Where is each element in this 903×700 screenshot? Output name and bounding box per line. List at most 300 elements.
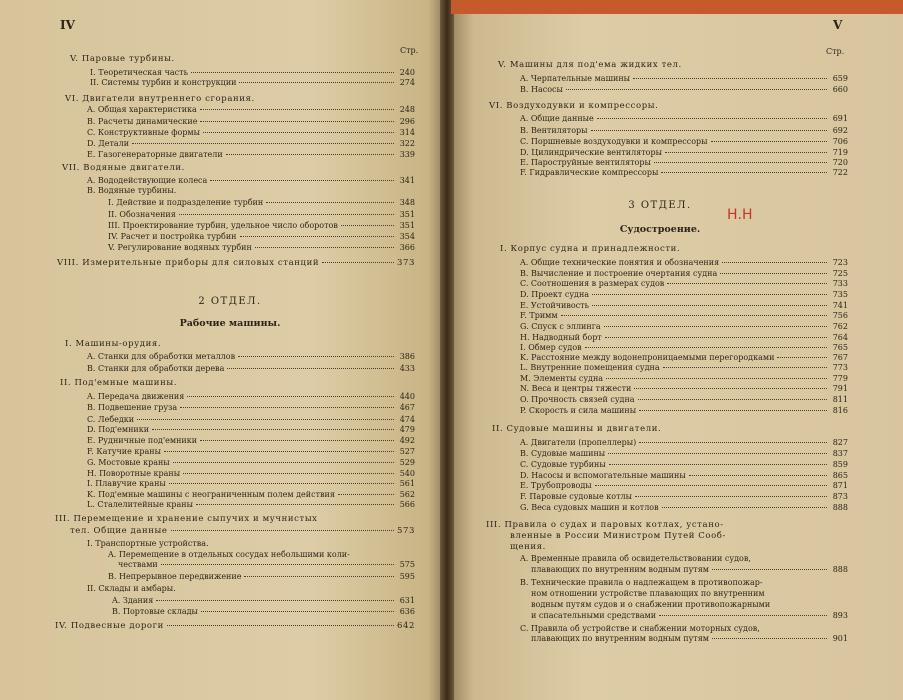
section-title: Рабочие машины.	[179, 318, 281, 329]
dot-leader	[200, 109, 394, 110]
dot-leader	[322, 262, 394, 263]
toc-entry-page: 706	[832, 137, 848, 146]
toc-entry-title: L. Внутренние помещения судна	[520, 363, 660, 372]
toc-entry	[65, 339, 161, 349]
toc-entry	[118, 560, 415, 570]
toc-entry	[90, 78, 415, 88]
dot-leader	[689, 475, 827, 476]
dot-leader	[156, 600, 394, 601]
toc-entry-page: 562	[399, 490, 415, 499]
toc-entry-title: I. Обмер судов	[520, 343, 582, 352]
page-number-left: IV	[60, 18, 75, 32]
toc-entry-title: A. Передача движения	[87, 392, 185, 401]
toc-entry	[520, 269, 848, 279]
toc-entry	[520, 343, 848, 353]
toc-entry-page: 722	[832, 168, 848, 177]
section-heading: 2 ОТДЕЛ.	[198, 296, 262, 307]
toc-entry-title: E. Пароструйные вентиляторы	[520, 158, 651, 167]
toc-entry-page: 659	[832, 74, 848, 83]
dot-leader	[720, 273, 827, 274]
dot-leader	[238, 356, 394, 357]
section-title: Судостроение.	[619, 224, 701, 235]
toc-entry-page: 631	[399, 596, 415, 605]
dot-leader	[663, 367, 827, 368]
toc-entry-page: 837	[832, 449, 848, 458]
toc-entry-page: 735	[832, 290, 848, 299]
toc-entry-title: H. Поворотные краны	[87, 469, 181, 478]
dot-leader	[597, 118, 827, 119]
toc-entry-title: II. Системы турбин и конструкции	[90, 78, 237, 87]
toc-entry	[87, 458, 415, 468]
toc-entry-title: III. Проектирование турбин, удельное число оборотов	[108, 221, 338, 230]
toc-entry-page: 573	[396, 526, 415, 536]
toc-entry	[510, 531, 726, 541]
dot-leader	[609, 464, 827, 465]
toc-entry-page: 733	[832, 279, 848, 288]
toc-entry-title: II. Склады и амбары.	[87, 584, 176, 593]
dot-leader	[227, 368, 394, 369]
dot-leader	[239, 82, 394, 83]
toc-entry-page: 893	[832, 611, 848, 620]
toc-entry-page: 642	[396, 621, 415, 631]
dot-leader	[566, 89, 827, 90]
toc-entry	[520, 353, 848, 363]
dot-leader	[167, 625, 394, 626]
toc-entry-page: 348	[399, 198, 415, 207]
toc-entry-title: VII. Водяные двигатели.	[62, 163, 185, 173]
dot-leader	[196, 504, 394, 505]
toc-entry	[531, 611, 848, 621]
dot-leader	[152, 429, 394, 430]
toc-entry-title: C. Правила об устройстве и снабжении моторных судов,	[520, 624, 760, 633]
toc-entry-title: I. Машины-орудия.	[65, 339, 162, 349]
toc-entry-title: B. Насосы	[520, 85, 563, 94]
dot-leader	[561, 315, 827, 316]
toc-entry-page: 779	[832, 374, 848, 383]
toc-entry	[520, 460, 848, 470]
dot-leader	[341, 225, 394, 226]
dot-leader	[712, 638, 827, 639]
toc-entry	[520, 406, 848, 416]
dot-leader	[591, 130, 827, 131]
section-heading: 3 ОТДЕЛ.	[628, 200, 692, 211]
toc-entry	[108, 198, 415, 208]
toc-entry-page: 871	[832, 481, 848, 490]
toc-entry-title: I. Действие и подразделение турбин	[108, 198, 264, 207]
toc-entry	[520, 290, 848, 300]
toc-entry-title: G. Веса судовых машин и котлов	[520, 503, 659, 512]
toc-entry-page: 492	[399, 436, 415, 445]
toc-entry-page: 691	[832, 114, 848, 123]
toc-entry-title: V. Регулирование водяных турбин	[108, 243, 252, 252]
toc-entry-page: 354	[399, 232, 415, 241]
toc-entry	[520, 311, 848, 321]
toc-entry	[87, 150, 415, 160]
toc-entry-title: D. Детали	[87, 139, 130, 148]
toc-entry	[520, 114, 848, 124]
dot-leader	[665, 152, 827, 153]
dot-leader	[634, 388, 827, 389]
toc-entry	[87, 128, 415, 138]
toc-entry-page: 366	[399, 243, 415, 252]
toc-entry	[492, 424, 661, 434]
dot-leader	[132, 143, 394, 144]
dot-leader	[635, 496, 827, 497]
toc-entry-page: 888	[832, 503, 848, 512]
toc-entry	[87, 403, 415, 413]
toc-entry-title: VI. Двигатели внутреннего сгорания.	[65, 94, 255, 104]
toc-entry-title: B. Расчеты динамические	[87, 117, 198, 126]
toc-entry-page: 692	[832, 126, 848, 135]
toc-entry	[87, 105, 415, 115]
toc-entry	[87, 539, 209, 549]
dot-leader	[633, 78, 827, 79]
toc-entry	[87, 436, 415, 446]
toc-entry-title: F. Тримм	[520, 311, 558, 320]
toc-entry	[55, 621, 415, 631]
toc-entry-title: тел. Общие данные	[70, 526, 168, 536]
toc-entry	[520, 471, 848, 481]
toc-entry-page: 386	[399, 352, 415, 361]
toc-entry-title: B. Вентиляторы	[520, 126, 588, 135]
dot-leader	[161, 564, 394, 565]
toc-entry-title: B. Портовые склады	[112, 607, 198, 616]
toc-entry-title: E. Трубопроводы	[520, 481, 592, 490]
toc-entry	[112, 607, 415, 617]
toc-entry-title: A. Общая характеристика	[87, 105, 197, 114]
toc-entry-page: 373	[396, 258, 415, 268]
toc-entry-title: F. Гидравлические компрессоры	[520, 168, 659, 177]
page-column-label: Стр.	[826, 47, 845, 56]
dot-leader	[179, 214, 394, 215]
dot-leader	[169, 483, 394, 484]
toc-entry-page: 765	[832, 343, 848, 352]
toc-entry-title: F. Катучие краны	[87, 447, 161, 456]
toc-entry-page: 467	[399, 403, 415, 412]
toc-entry-page: 339	[399, 150, 415, 159]
toc-entry	[87, 176, 415, 186]
toc-entry	[531, 589, 765, 599]
toc-entry-page: 240	[399, 68, 415, 77]
toc-entry-title: B. Технические правила о надлежащем в противопожар-	[520, 578, 763, 587]
dot-leader	[659, 615, 827, 616]
toc-entry	[87, 364, 415, 374]
toc-entry-title: O. Прочность связей судна	[520, 395, 635, 404]
toc-entry	[70, 54, 175, 64]
toc-entry-page: 636	[399, 607, 415, 616]
toc-entry-title: A. Двигатели (пропеллеры)	[520, 438, 637, 447]
toc-entry	[57, 258, 415, 268]
toc-entry	[531, 600, 770, 610]
dot-leader	[722, 262, 827, 263]
toc-entry-title: A. Общие технические понятия и обозначения	[520, 258, 720, 267]
toc-entry	[108, 243, 415, 253]
toc-entry-page: 479	[399, 425, 415, 434]
page-column-label: Стр.	[400, 46, 419, 55]
toc-entry-title: и спасательными средствами	[531, 611, 657, 620]
toc-entry	[520, 137, 848, 147]
dot-leader	[638, 399, 827, 400]
toc-entry	[520, 74, 848, 84]
toc-entry-page: 865	[832, 471, 848, 480]
toc-entry-page: 296	[399, 117, 415, 126]
dot-leader	[711, 141, 827, 142]
dot-leader	[187, 396, 394, 397]
toc-entry-title: ном отношении устройстве плавающих по внутренним	[531, 589, 765, 598]
dot-leader	[171, 530, 394, 531]
toc-entry	[520, 363, 848, 373]
toc-entry-page: 773	[832, 363, 848, 372]
toc-entry-title: C. Соотношения в размерах судов	[520, 279, 665, 288]
handwritten-annotation: Н.Н	[727, 207, 753, 223]
toc-entry-title: A. Станки для обработки металлов	[87, 352, 236, 361]
toc-entry	[520, 395, 848, 405]
toc-entry	[108, 550, 350, 560]
toc-entry-title: K. Под'емные машины с неограниченным полем действия	[87, 490, 335, 499]
dot-leader	[200, 440, 394, 441]
dot-leader	[200, 121, 394, 122]
toc-entry-title: M. Элементы судна	[520, 374, 604, 383]
dot-leader	[777, 357, 827, 358]
toc-entry-page: 575	[399, 560, 415, 569]
toc-entry-title: A. Черпательные машины	[520, 74, 631, 83]
dot-leader	[266, 202, 394, 203]
toc-entry-title: B. Водяные турбины.	[87, 186, 177, 195]
toc-entry-title: V. Паровые турбины.	[70, 54, 175, 64]
dot-leader	[639, 442, 827, 443]
toc-entry	[520, 301, 848, 311]
dot-leader	[226, 154, 394, 155]
toc-entry	[70, 526, 415, 536]
toc-entry-page: 561	[399, 479, 415, 488]
toc-entry	[87, 447, 415, 457]
toc-entry-title: E. Газогенераторные двигатели	[87, 150, 223, 159]
dot-leader	[210, 180, 394, 181]
dot-leader	[595, 485, 827, 486]
toc-entry	[87, 500, 415, 510]
toc-entry-title: IV. Подвесные дороги	[55, 621, 164, 631]
toc-entry	[520, 554, 751, 564]
dot-leader	[137, 419, 394, 420]
toc-entry	[108, 572, 415, 582]
dot-leader	[606, 378, 827, 379]
toc-entry	[500, 244, 680, 254]
toc-entry-page: 767	[832, 353, 848, 362]
toc-entry-page: 816	[832, 406, 848, 415]
toc-entry-title: V. Машины для под'ема жидких тел.	[498, 60, 682, 70]
toc-entry	[62, 163, 185, 173]
toc-entry-page: 859	[832, 460, 848, 469]
page-edge	[451, 0, 903, 14]
toc-entry	[108, 221, 415, 231]
toc-entry-page: 723	[832, 258, 848, 267]
toc-entry-title: вленные в России Министром Путей Сооб-	[510, 531, 726, 541]
dot-leader	[338, 494, 394, 495]
toc-entry-title: E. Рудничные под'емники	[87, 436, 198, 445]
dot-leader	[585, 347, 827, 348]
toc-entry	[520, 492, 848, 502]
toc-entry	[87, 425, 415, 435]
toc-entry-title: B. Подвешение груза	[87, 403, 178, 412]
toc-entry	[486, 520, 724, 530]
dot-leader	[608, 453, 827, 454]
dot-leader	[712, 569, 827, 570]
dot-leader	[191, 72, 394, 73]
toc-entry	[489, 101, 658, 111]
toc-entry-title: II. Под'емные машины.	[60, 378, 178, 388]
toc-entry	[520, 158, 848, 168]
toc-entry	[65, 94, 255, 104]
toc-entry	[87, 139, 415, 149]
toc-entry-title: плавающих по внутренним водным путям	[531, 634, 709, 643]
dot-leader	[592, 305, 827, 306]
toc-entry-title: III. Правила о судах и паровых котлах, устано-	[486, 520, 724, 530]
toc-entry-page: 433	[399, 364, 415, 373]
dot-leader	[203, 132, 394, 133]
toc-entry-title: C. Лебедки	[87, 415, 135, 424]
toc-entry	[520, 322, 848, 332]
toc-entry-page: 527	[399, 447, 415, 456]
toc-entry-title: C. Конструктивные формы	[87, 128, 201, 137]
dot-leader	[605, 337, 827, 338]
toc-entry-page: 248	[399, 105, 415, 114]
toc-entry	[87, 490, 415, 500]
toc-entry	[520, 126, 848, 136]
toc-entry-title: I. Транспортные устройства.	[87, 539, 209, 548]
toc-entry-page: 440	[399, 392, 415, 401]
dot-leader	[240, 236, 395, 237]
toc-entry-title: L. Сталелитейные краны	[87, 500, 194, 509]
toc-entry	[520, 258, 848, 268]
toc-entry	[87, 117, 415, 127]
dot-leader	[183, 473, 394, 474]
toc-entry-title: G. Спуск с эллинга	[520, 322, 601, 331]
toc-entry	[108, 232, 415, 242]
dot-leader	[180, 407, 394, 408]
toc-entry	[112, 596, 415, 606]
toc-entry-page: 351	[399, 221, 415, 230]
toc-entry-title: A. Временные правила об освидетельствовании судов,	[520, 554, 751, 563]
toc-entry	[87, 392, 415, 402]
toc-entry	[520, 384, 848, 394]
toc-entry-page: 719	[832, 148, 848, 157]
toc-entry-page: 341	[399, 176, 415, 185]
dot-leader	[654, 162, 827, 163]
toc-entry-page: 901	[832, 634, 848, 643]
toc-entry-page: 314	[399, 128, 415, 137]
toc-entry-title: II. Судовые машины и двигатели.	[492, 424, 662, 434]
toc-entry	[520, 333, 848, 343]
dot-leader	[667, 283, 827, 284]
toc-entry-title: чествами	[118, 560, 158, 569]
toc-entry-title: B. Вычисление и построение очертания судна	[520, 269, 718, 278]
toc-entry-title: I. Теоретическая часть	[90, 68, 188, 77]
toc-entry	[90, 68, 415, 78]
toc-entry-title: щения.	[510, 542, 546, 552]
toc-entry-page: 540	[399, 469, 415, 478]
toc-entry	[520, 85, 848, 95]
page-number-right: V	[833, 18, 843, 32]
toc-entry-title: A. Здания	[112, 596, 154, 605]
toc-entry-title: B. Станки для обработки дерева	[87, 364, 225, 373]
toc-entry-page: 720	[832, 158, 848, 167]
toc-entry-title: плавающих по внутренним водным путям	[531, 565, 709, 574]
toc-entry-title: H. Надводный борт	[520, 333, 602, 342]
toc-entry-title: C. Поршневые воздуходувки и компрессоры	[520, 137, 708, 146]
toc-entry-page: 274	[399, 78, 415, 87]
toc-entry-page: 725	[832, 269, 848, 278]
dot-leader	[244, 576, 394, 577]
toc-entry-page: 474	[399, 415, 415, 424]
toc-entry-title: F. Паровые судовые котлы	[520, 492, 632, 501]
toc-entry	[520, 148, 848, 158]
toc-entry-page: 888	[832, 565, 848, 574]
toc-entry	[55, 514, 318, 524]
toc-entry-page: 762	[832, 322, 848, 331]
toc-entry-title: IV. Расчет и постройка турбин	[108, 232, 237, 241]
toc-entry-title: A. Общие данные	[520, 114, 594, 123]
toc-entry-page: 827	[832, 438, 848, 447]
toc-entry	[87, 415, 415, 425]
toc-entry-page: 756	[832, 311, 848, 320]
toc-entry-title: VI. Воздуходувки и компрессоры.	[489, 101, 659, 111]
toc-entry-page: 322	[399, 139, 415, 148]
dot-leader	[164, 451, 394, 452]
toc-entry-page: 873	[832, 492, 848, 501]
toc-entry-page: 764	[832, 333, 848, 342]
toc-entry	[520, 624, 760, 634]
toc-entry-title: B. Судовые машины	[520, 449, 606, 458]
dot-leader	[255, 247, 394, 248]
toc-entry	[87, 479, 415, 489]
toc-entry	[87, 584, 176, 594]
toc-entry-title: B. Непрерывное передвижение	[108, 572, 242, 581]
toc-entry	[498, 60, 682, 70]
toc-entry	[520, 503, 848, 513]
toc-entry	[520, 449, 848, 459]
toc-entry-title: C. Судовые турбины	[520, 460, 606, 469]
toc-entry-page: 660	[832, 85, 848, 94]
toc-entry-title: D. Под'емники	[87, 425, 150, 434]
toc-entry-page: 595	[399, 572, 415, 581]
toc-entry-title: VIII. Измерительные приборы для силовых станций	[57, 258, 320, 268]
toc-entry	[520, 168, 848, 178]
toc-entry-title: E. Устойчивость	[520, 301, 589, 310]
toc-entry-title: D. Насосы и вспомогательные машины	[520, 471, 686, 480]
toc-entry-title: I. Корпус судна и принадлежности.	[500, 244, 681, 254]
toc-entry-title: P. Скорость и сила машины	[520, 406, 637, 415]
toc-entry-page: 566	[399, 500, 415, 509]
toc-entry	[108, 210, 415, 220]
toc-entry-title: A. Вододействующие колеса	[87, 176, 208, 185]
toc-entry-title: G. Мостовые краны	[87, 458, 170, 467]
toc-entry-title: K. Расстояние между водонепроницаемыми перегородками	[520, 353, 775, 362]
dot-leader	[201, 611, 394, 612]
toc-entry	[520, 578, 763, 588]
toc-entry	[87, 469, 415, 479]
toc-entry	[520, 374, 848, 384]
dot-leader	[639, 410, 827, 411]
toc-entry-title: II. Обозначения	[108, 210, 176, 219]
toc-entry	[60, 378, 177, 388]
dot-leader	[592, 294, 827, 295]
toc-entry	[531, 634, 848, 644]
toc-entry-title: D. Проект судна	[520, 290, 590, 299]
toc-entry-title: I. Плавучие краны	[87, 479, 166, 488]
dot-leader	[661, 172, 827, 173]
dot-leader	[604, 326, 827, 327]
dot-leader	[173, 462, 394, 463]
